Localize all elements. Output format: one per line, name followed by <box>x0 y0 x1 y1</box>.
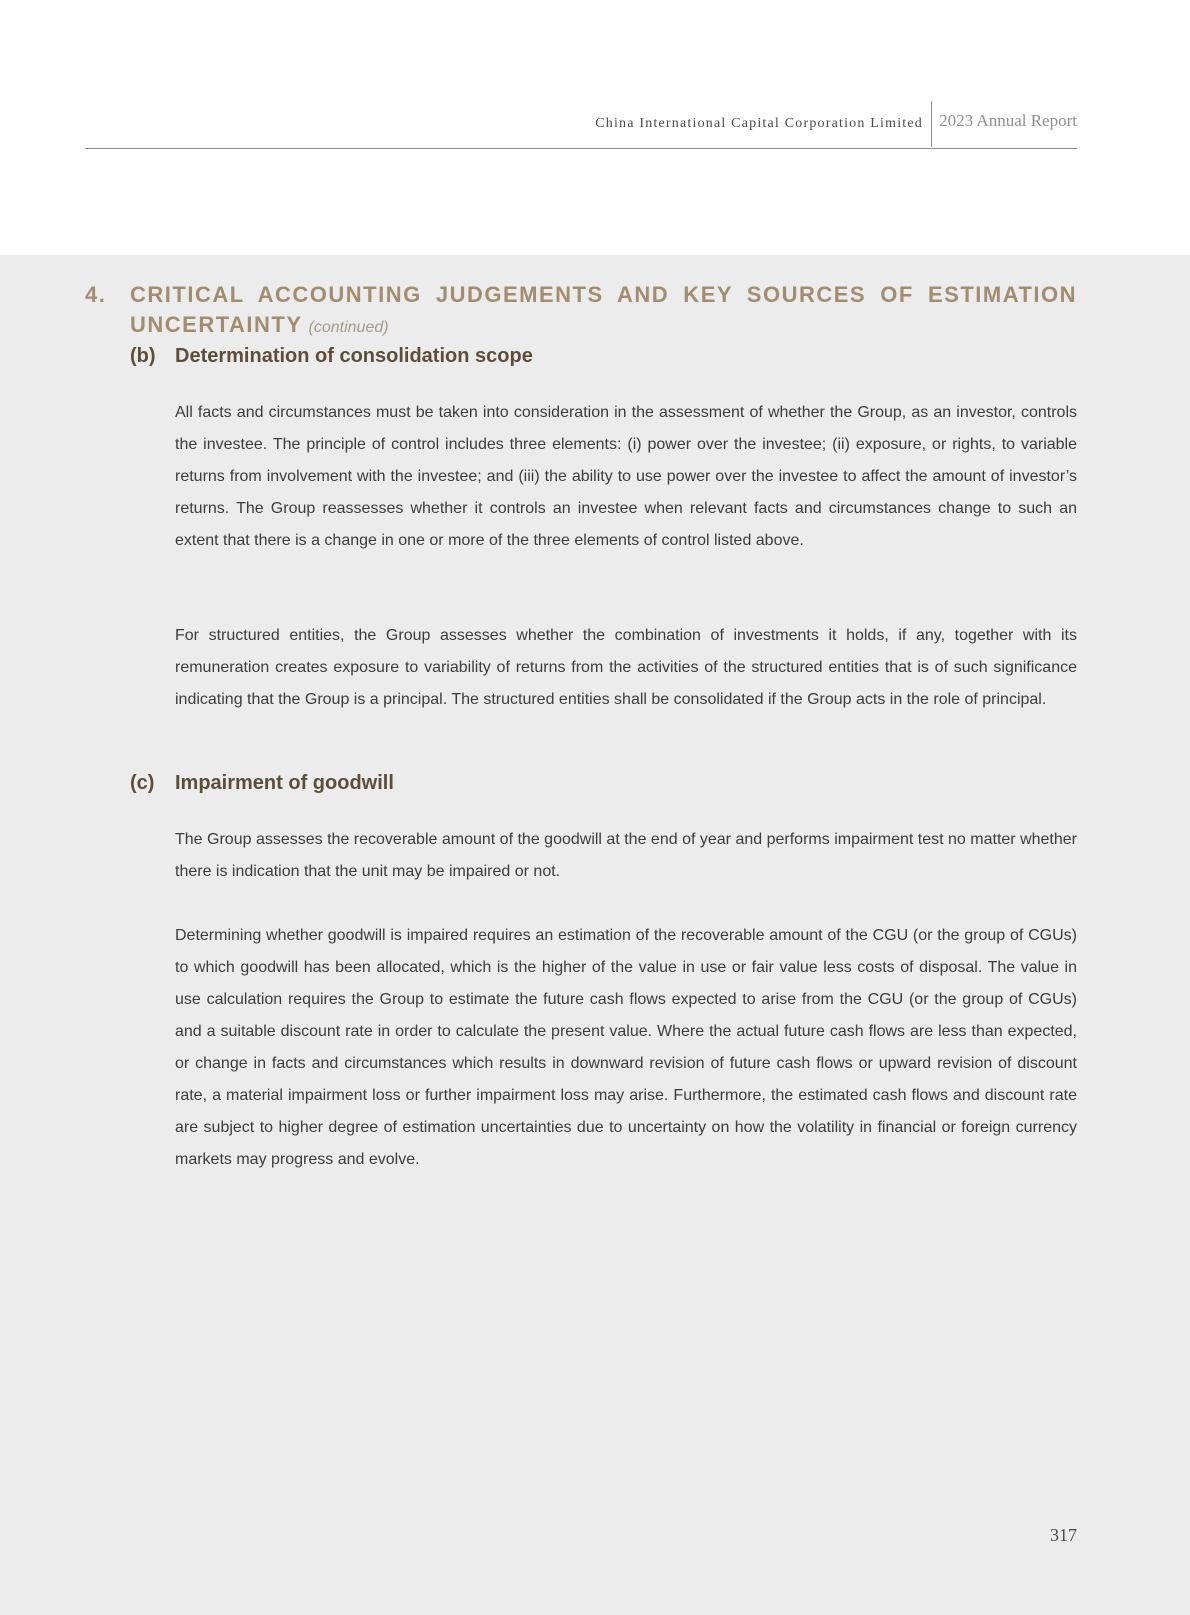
continued-label: (continued) <box>308 319 389 336</box>
section-title-word: UNCERTAINTY <box>130 312 303 337</box>
report-title: 2023 Annual Report <box>939 111 1077 130</box>
section-title-line1: CRITICAL ACCOUNTING JUDGEMENTS AND KEY SOURCES OF ESTIMATION <box>130 282 1077 307</box>
company-name: China International Capital Corporation Limited <box>595 116 923 131</box>
subsection-letter: (c) <box>130 772 155 794</box>
paragraph: For structured entities, the Group assesses whether the combination of investments it holds, if any, together with its remuneration creates exposure to variability of returns from the activities of the structured entities that is of such significance indicating that the Group is a principal. The structured entities shall be consolidated if the Group acts in the role of principal. <box>175 627 1077 708</box>
paragraph: All facts and circumstances must be taken into consideration in the assessment of whether the Group, as an investor, controls the investee. The principle of control includes three elements: (i) power over the investee; (ii) exposure, or rights, to variable returns from involvement with the investee; and (iii) the ability to use power over the investee to affect the amount of investor’s returns. The Group reassesses whether it controls an investee when relevant facts and circumstances change to such an extent that there is a change in one or more of the three elements of control listed above. <box>175 404 1077 549</box>
header-divider <box>931 101 932 147</box>
section-title-line2 <box>130 310 389 343</box>
paragraph: Determining whether goodwill is impaired requires an estimation of the recoverable amount of the CGU (or the group of CGUs) to which goodwill has been allocated, which is the higher of the value in use or fair value less costs of disposal. The value in use calculation requires the Group to estimate the future cash flows expected to arise from the CGU (or the group of CGUs) and a suitable discount rate in order to calculate the present value. Where the actual future cash flows are less than expected, or change in facts and circumstances which results in downward revision of future cash flows or upward revision of discount rate, a material impairment loss or further impairment loss may arise. Furthermore, the estimated cash flows and discount rate are subject to higher degree of estimation uncertainties due to uncertainty on how the volatility in financial or foreign currency markets may progress and evolve. <box>175 927 1077 1168</box>
subsection-title: Determination of consolidation scope <box>175 345 533 367</box>
paragraph: The Group assesses the recoverable amount of the goodwill at the end of year and performs impairment test no matter whether there is indication that the unit may be impaired or not. <box>175 831 1077 880</box>
subsection-title: Impairment of goodwill <box>175 772 394 794</box>
section-number: 4. <box>85 282 107 307</box>
subsection-letter: (b) <box>130 345 156 367</box>
page-content <box>0 255 1190 1615</box>
page-header <box>85 100 1077 149</box>
page-number: 317 <box>1050 1525 1077 1545</box>
